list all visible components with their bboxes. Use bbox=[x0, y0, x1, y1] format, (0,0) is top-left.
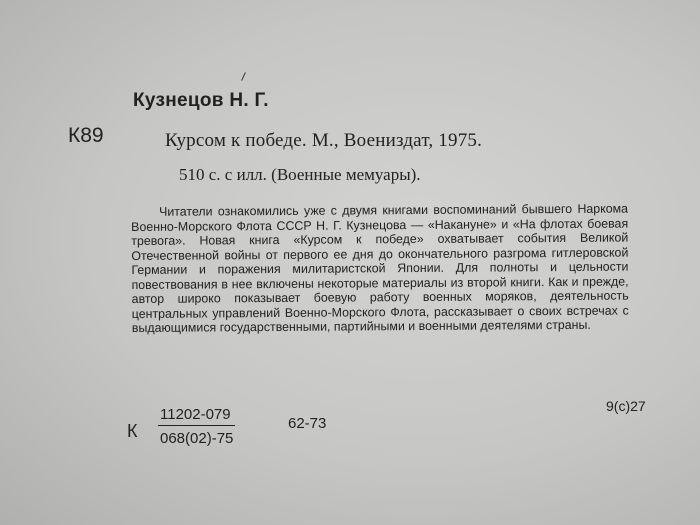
author-name: Кузнецов Н. Г. bbox=[133, 90, 269, 111]
plan-code: 62-73 bbox=[288, 415, 327, 432]
fraction-numerator: 11202-079 bbox=[158, 406, 235, 426]
pen-tick-mark bbox=[241, 72, 246, 81]
classification-letter: К bbox=[127, 421, 138, 441]
title-line: Курсом к победе. М., Воениздат, 1975. bbox=[165, 130, 483, 151]
fraction-denominator: 068(02)-75 bbox=[160, 430, 234, 447]
pages-series-line: 510 с. с илл. (Военные мемуары). bbox=[179, 165, 421, 184]
annotation-paragraph: Читатели ознакомились уже с двумя книгами воспоминаний бывшего Наркома Военно-Морского Флота СССР Н. Г. Кузнецова — «Накануне» и «На флотах боевая тревога». Новая книга «Курсом к победе» охватывает события Великой Отечественной войны от первого ее дня до окончательного разгрома гитлеровской Германии и поражения милитаристской Японии. Для полноты и цельности повествования в нее включены некоторые материалы из второй книги. Как и прежде, автор широко показывает боевую работу военных моряков, деятельность центральных управлений Военно-Морского Флота, рассказывает о своих встречах с выдающимися государственными, партийными и военными деятелями страны. bbox=[131, 201, 629, 335]
library-code: 9(с)27 bbox=[606, 398, 646, 414]
index-code: К89 bbox=[68, 124, 104, 147]
classification-fraction bbox=[158, 406, 235, 447]
